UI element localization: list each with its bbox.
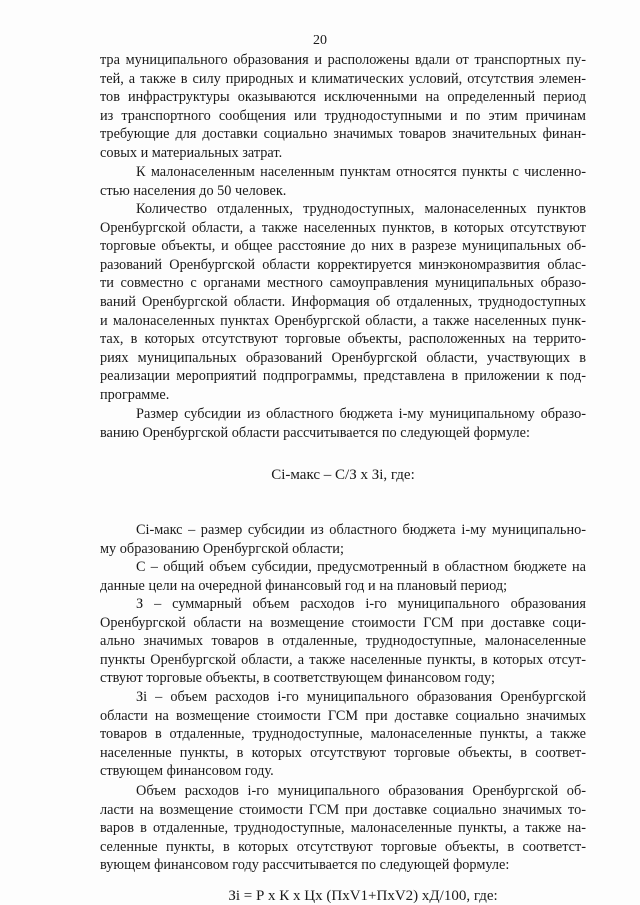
text-line: Количество отдаленных, труднодоступных, малонаселенных пунктов: [136, 201, 586, 217]
text-line: вующем финансовом году рассчитывается по следующей формуле:: [100, 857, 510, 874]
text-line: З – суммарный объем расходов i-го муниципального образования: [136, 596, 586, 612]
text-line: реализации мероприятий подпрограммы, представлена в приложении к под-: [100, 368, 586, 385]
formula-expenses: Зi = Р х К х Цх (ПхV1+ПхV2) хД/100, где:: [228, 888, 498, 904]
text-line: Зi – объем расходов i-го муниципального образования Оренбургской: [136, 689, 586, 705]
text-line: ально значимых товаров в отдаленные, труднодоступные, малонаселенные: [100, 633, 586, 650]
text-line: тах, в которых отсутствуют торговые объекты, расположенных на террито-: [100, 331, 586, 348]
text-line: пункты Оренбургской области, а также населенные пункты, в которых отсут-: [100, 651, 586, 668]
paragraph-8: [100, 688, 586, 781]
text-line: ти совместно с органами местного самоуправления муниципальных образо-: [100, 275, 586, 292]
text-line: К малонаселенным населенным пунктам относятся пункты с численно-: [136, 164, 586, 180]
text-line: Объем расходов i-го муниципального образования Оренбургской об-: [136, 783, 586, 799]
text-line: варов в отдаленные, труднодоступные, малонаселенные пункты, а также на-: [100, 820, 586, 837]
text-line: Оренбургской области на возмещение стоимости ГСМ при доставке соци-: [100, 614, 586, 631]
text-line: ласти на возмещение стоимости ГСМ при доставке социально значимых то-: [100, 801, 586, 818]
text-line: данные цели на очередной финансовый год и на плановый период;: [100, 577, 508, 594]
text-line: и малонаселенных пунктах Оренбургской области, а также населенных пунк-: [100, 312, 586, 329]
text-line: селенные пункты, в которых отсутствуют торговые объекты, в соответст-: [100, 838, 586, 855]
text-line: из транспортного сообщения или труднодоступными и по этим причинам: [100, 107, 586, 124]
text-line: программе.: [100, 386, 170, 403]
text-line: Сi-макс – размер субсидии из областного бюджета i-му муниципально-: [136, 522, 586, 538]
text-line: совых и материальных затрат.: [100, 144, 283, 161]
page-number: 20: [313, 33, 327, 48]
paragraph-1: [100, 51, 586, 163]
paragraph-9: [100, 782, 586, 875]
formula-subsidy: Сi-макс – С/З х Зi, где:: [271, 467, 415, 483]
text-line: стью населения до 50 человек.: [100, 182, 287, 199]
text-line: риях муниципальных образований Оренбургской области, участвующих в: [100, 349, 586, 366]
paragraph-6: [100, 558, 586, 595]
text-line: разований Оренбургской области корректируется минэкономразвития облас-: [100, 256, 586, 273]
paragraph-4: [100, 405, 586, 442]
text-line: требующие для доставки социально значимых товаров значительных финан-: [100, 126, 586, 143]
text-line: области на возмещение стоимости ГСМ при доставке социально значимых: [100, 707, 586, 724]
text-line: ствуют торговые объекты, в соответствующем финансовом году;: [100, 670, 495, 687]
text-line: тей, а также в силу природных и климатических условий, отсутствия элемен-: [100, 70, 586, 87]
text-line: Размер субсидии из областного бюджета i-му муниципальному образо-: [136, 406, 586, 422]
paragraph-7: [100, 595, 586, 688]
text-line: тов инфраструктуры оказываются исключенными на определенный период: [100, 89, 586, 106]
text-line: ванию Оренбургской области рассчитывается по следующей формуле:: [100, 424, 530, 441]
text-line: населенные пункты, в которых отсутствуют торговые объекты, в соответ-: [100, 744, 586, 761]
text-line: тра муниципального образования и расположены вдали от транспортных пу-: [100, 52, 586, 68]
paragraph-5: [100, 521, 586, 558]
paragraph-3: [100, 200, 586, 405]
text-line: ствующем финансовом году.: [100, 763, 274, 780]
text-line: С – общий объем субсидии, предусмотренный в областном бюджете на: [136, 559, 586, 575]
text-line: торговые объекты, и общее расстояние до них в разрезе муниципальных об-: [100, 238, 586, 255]
paragraph-2: [100, 163, 586, 200]
text-line: му образованию Оренбургской области;: [100, 540, 344, 557]
text-line: товаров в отдаленные, труднодоступные, малонаселенные пункты, а также: [100, 726, 586, 743]
text-line: Оренбургской области, а также населенных пунктов, в которых отсутствуют: [100, 219, 586, 236]
text-line: ваний Оренбургской области. Информация об отдаленных, труднодоступных: [100, 293, 586, 310]
